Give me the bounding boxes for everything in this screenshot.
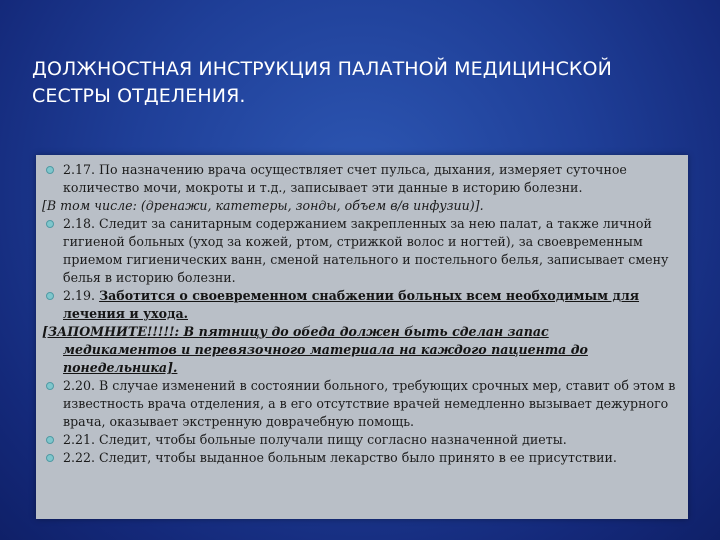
round-bullet-icon	[46, 454, 54, 462]
content-panel	[36, 155, 688, 519]
round-bullet-icon	[46, 292, 54, 300]
supply-link[interactable]: Заботится о своевременном снабжении больных всем необходимым для лечения и ухода.	[63, 288, 640, 321]
item-number: 2.19.	[63, 288, 100, 303]
item-text: 2.22. Следит, чтобы выданное больным лекарство было принято в ее присутствии.	[63, 450, 617, 465]
slide-title: ДОЛЖНОСТНАЯ ИНСТРУКЦИЯ ПАЛАТНОЙ МЕДИЦИНСКОЙ СЕСТРЫ ОТДЕЛЕНИЯ.	[32, 58, 612, 107]
round-bullet-icon	[46, 436, 54, 444]
list-item-2-19	[42, 287, 682, 323]
item-text: 2.17. По назначению врача осуществляет счет пульса, дыхания, измеряет суточное количество мочи, мокроты и т.д., записывает эти данные в историю болезни.	[63, 162, 627, 195]
list-item-2-21	[42, 431, 682, 449]
note-remember-first-line: [ЗАПОМНИТЕ!!!!!: В пятницу до обеда должен быть сделан запас	[42, 324, 549, 339]
list-item-2-22	[42, 449, 682, 467]
round-bullet-icon	[46, 166, 54, 174]
round-bullet-icon	[46, 382, 54, 390]
item-text: 2.21. Следит, чтобы больные получали пищу согласно назначенной диеты.	[63, 432, 567, 447]
list-item-2-18	[42, 215, 682, 287]
item-text: 2.18. Следит за санитарным содержанием закрепленных за нею палат, а также личной гигиеной больных (уход за кожей, ртом, стрижкой волос и ногтей), за своевременным приемом гигиенических ванн, сменой нательного и постельного белья, записывает смену белья в историю болезни.	[63, 216, 669, 285]
note-including: [В том числе: (дренажи, катетеры, зонды, объем в/в инфузии)].	[42, 198, 484, 213]
list-item-2-17	[42, 161, 682, 197]
item-text: 2.20. В случае изменений в состоянии больного, требующих срочных мер, ставит об этом в известность врача отделения, а в его отсутствие врачей немедленно вызывает дежурного врача, оказывает экстренную доврачебную помощь.	[63, 378, 676, 429]
note-remember	[42, 323, 682, 377]
content-text	[42, 161, 682, 467]
note-remember-rest: медикаментов и перевязочного материала на каждого пациента до понедельника].	[63, 342, 588, 375]
round-bullet-icon	[46, 220, 54, 228]
list-item-2-20	[42, 377, 682, 431]
